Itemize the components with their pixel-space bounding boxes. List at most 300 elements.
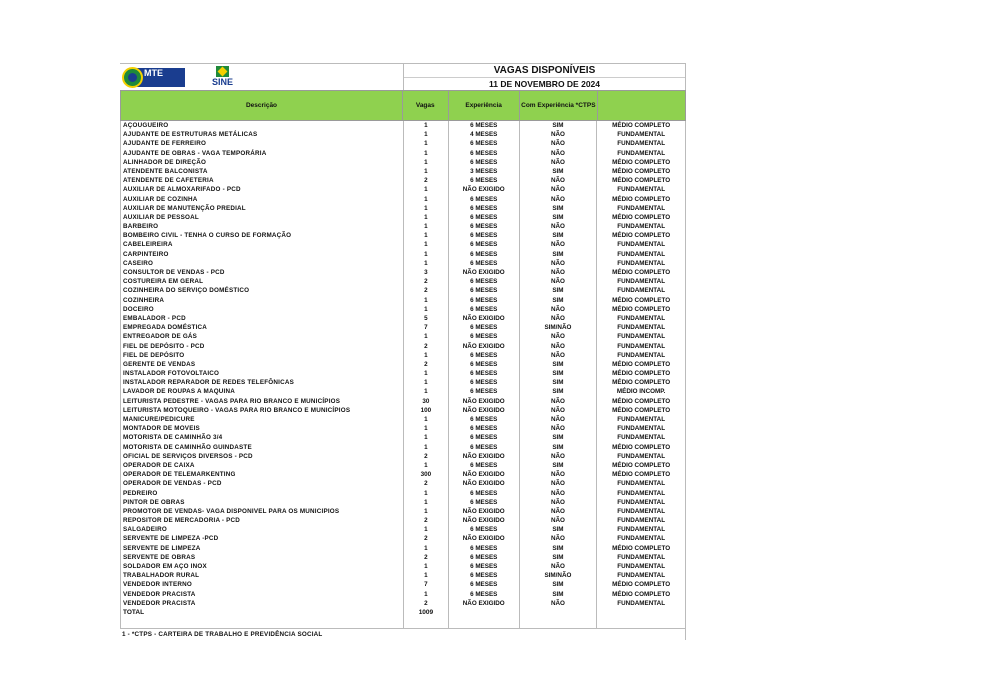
row-description: COSTUREIRA EM GERAL <box>121 277 404 286</box>
column-header-experience: Experiência <box>449 91 520 120</box>
table-row <box>120 406 686 415</box>
row-description: VENDEDOR PRACISTA <box>121 599 404 608</box>
row-ctps: NÃO <box>520 185 598 194</box>
row-education: FUNDAMENTAL <box>617 507 666 515</box>
row-education: FUNDAMENTAL <box>617 563 666 570</box>
table-row <box>120 544 686 553</box>
row-education: MÉDIO COMPLETO <box>612 167 671 175</box>
row-education: MÉDIO COMPLETO <box>612 360 671 368</box>
row-ctps: NÃO <box>520 470 598 479</box>
row-description: OPERADOR DE TELEMARKENTING <box>121 470 404 479</box>
row-experience: 6 MESES <box>449 286 520 295</box>
row-experience: NÃO EXIGIDO <box>449 599 520 608</box>
row-education: MÉDIO COMPLETO <box>612 305 671 313</box>
row-ctps: SIM <box>520 544 598 553</box>
row-vacancies: 1 <box>404 387 449 396</box>
table-row <box>120 516 686 525</box>
row-ctps: NÃO <box>520 507 598 516</box>
row-ctps: NÃO <box>520 268 598 277</box>
row-vacancies: 1 <box>404 562 449 571</box>
row-ctps: SIM <box>520 580 598 589</box>
table-row <box>120 351 686 360</box>
row-education: FUNDAMENTAL <box>617 204 666 212</box>
row-description: COZINHEIRA DO SERVIÇO DOMÉSTICO <box>121 286 404 295</box>
table-row <box>120 387 686 396</box>
row-description: MOTORISTA DE CAMINHÃO GUINDASTE <box>121 443 404 452</box>
row-experience: 6 MESES <box>449 204 520 213</box>
row-ctps: NÃO <box>520 562 598 571</box>
row-vacancies: 2 <box>404 553 449 562</box>
row-education: MÉDIO COMPLETO <box>612 379 671 387</box>
row-description: COZINHEIRA <box>121 296 404 305</box>
table-row <box>120 314 686 323</box>
row-vacancies: 7 <box>404 580 449 589</box>
row-description: AJUDANTE DE OBRAS - VAGA TEMPORÁRIA <box>121 149 404 158</box>
row-vacancies: 1 <box>404 461 449 470</box>
row-education: FUNDAMENTAL <box>617 452 666 460</box>
row-experience: 6 MESES <box>449 525 520 534</box>
row-experience: 6 MESES <box>449 305 520 314</box>
row-ctps: NÃO <box>520 599 598 608</box>
table-row <box>120 121 686 130</box>
row-description: VENDEDOR INTERNO <box>121 580 404 589</box>
table-row <box>120 470 686 479</box>
table-row <box>120 149 686 158</box>
table-row <box>120 534 686 543</box>
table-row <box>120 590 686 599</box>
row-vacancies: 1 <box>404 525 449 534</box>
table-row <box>120 378 686 387</box>
table-row <box>120 268 686 277</box>
row-education: FUNDAMENTAL <box>617 498 666 506</box>
row-education: FUNDAMENTAL <box>617 241 666 249</box>
table-row <box>120 305 686 314</box>
row-vacancies: 1 <box>404 204 449 213</box>
row-experience: 6 MESES <box>449 250 520 259</box>
row-vacancies: 1 <box>404 415 449 424</box>
table-row <box>120 415 686 424</box>
row-education: FUNDAMENTAL <box>617 149 666 157</box>
row-experience: 6 MESES <box>449 415 520 424</box>
row-ctps: SIM <box>520 167 598 176</box>
row-ctps: NÃO <box>520 139 598 148</box>
row-description: TRABALHADOR RURAL <box>121 571 404 580</box>
table-row <box>120 461 686 470</box>
row-experience: 6 MESES <box>449 351 520 360</box>
table-row <box>120 176 686 185</box>
table-row <box>120 443 686 452</box>
row-description: OPERADOR DE CAIXA <box>121 461 404 470</box>
row-education: FUNDAMENTAL <box>617 140 666 148</box>
row-description: SERVENTE DE LIMPEZA <box>121 544 404 553</box>
row-ctps: NÃO <box>520 222 598 231</box>
row-description: AJUDANTE DE FERREIRO <box>121 139 404 148</box>
row-description: AUXILIAR DE PESSOAL <box>121 213 404 222</box>
row-vacancies: 2 <box>404 342 449 351</box>
table-row <box>120 185 686 194</box>
row-description: LEITURISTA PEDESTRE - VAGAS PARA RIO BRANCO E MUNICÍPIOS <box>121 397 404 406</box>
table-row <box>120 259 686 268</box>
row-description: CASEIRO <box>121 259 404 268</box>
table-row <box>120 498 686 507</box>
table-row <box>120 277 686 286</box>
row-education: MÉDIO COMPLETO <box>612 544 671 552</box>
row-vacancies: 30 <box>404 397 449 406</box>
page-title: VAGAS DISPONÍVEIS <box>404 64 685 78</box>
row-experience: 6 MESES <box>449 562 520 571</box>
table-row <box>120 250 686 259</box>
row-ctps: NÃO <box>520 314 598 323</box>
row-ctps: NÃO <box>520 158 598 167</box>
row-vacancies: 100 <box>404 406 449 415</box>
row-description: FIEL DE DEPÓSITO <box>121 351 404 360</box>
row-description: ALINHADOR DE DIREÇÃO <box>121 158 404 167</box>
row-education: MÉDIO COMPLETO <box>612 370 671 378</box>
table-row <box>120 397 686 406</box>
row-vacancies: 5 <box>404 314 449 323</box>
row-education: FUNDAMENTAL <box>617 223 666 231</box>
table-row <box>120 167 686 176</box>
row-description: AJUDANTE DE ESTRUTURAS METÁLICAS <box>121 130 404 139</box>
row-ctps: NÃO <box>520 452 598 461</box>
row-education: MÉDIO COMPLETO <box>612 406 671 414</box>
row-education: MÉDIO COMPLETO <box>612 158 671 166</box>
table-row <box>120 599 686 608</box>
table-row <box>120 424 686 433</box>
row-ctps: SIM/NÃO <box>520 571 598 580</box>
row-ctps: SIM <box>520 433 598 442</box>
row-ctps: NÃO <box>520 498 598 507</box>
row-ctps: SIM <box>520 378 598 387</box>
row-ctps: SIM <box>520 296 598 305</box>
table-row <box>120 231 686 240</box>
row-experience: 6 MESES <box>449 424 520 433</box>
row-description: SERVENTE DE OBRAS <box>121 553 404 562</box>
row-education: MÉDIO INCOMP. <box>616 388 666 396</box>
row-ctps: SIM <box>520 553 598 562</box>
row-vacancies: 1 <box>404 305 449 314</box>
row-experience: 6 MESES <box>449 296 520 305</box>
row-education: FUNDAMENTAL <box>617 287 666 295</box>
row-experience: 6 MESES <box>449 149 520 158</box>
row-description: VENDEDOR PRACISTA <box>121 590 404 599</box>
row-vacancies: 1 <box>404 231 449 240</box>
row-vacancies: 1 <box>404 424 449 433</box>
row-ctps: SIM <box>520 213 598 222</box>
table-row <box>120 332 686 341</box>
row-education: FUNDAMENTAL <box>617 186 666 194</box>
row-ctps: NÃO <box>520 176 598 185</box>
title-block <box>403 63 686 90</box>
row-experience: 6 MESES <box>449 231 520 240</box>
row-ctps: NÃO <box>520 277 598 286</box>
row-vacancies: 2 <box>404 277 449 286</box>
row-education: FUNDAMENTAL <box>617 535 666 543</box>
row-description: CARPINTEIRO <box>121 250 404 259</box>
row-experience: NÃO EXIGIDO <box>449 406 520 415</box>
table-row <box>120 139 686 148</box>
row-vacancies: 1 <box>404 195 449 204</box>
row-description: PROMOTOR DE VENDAS- VAGA DISPONIVEL PARA OS MUNICIPIOS <box>121 507 404 516</box>
row-ctps: SIM <box>520 286 598 295</box>
row-education: MÉDIO COMPLETO <box>612 195 671 203</box>
row-vacancies: 2 <box>404 516 449 525</box>
row-vacancies: 1 <box>404 158 449 167</box>
row-education: MÉDIO COMPLETO <box>612 122 671 129</box>
row-vacancies: 1 <box>404 259 449 268</box>
row-education: FUNDAMENTAL <box>617 425 666 433</box>
row-description: BOMBEIRO CIVIL - TENHA O CURSO DE FORMAÇÃO <box>121 231 404 240</box>
row-experience: 6 MESES <box>449 571 520 580</box>
row-experience: 6 MESES <box>449 378 520 387</box>
row-description: EMPREGADA DOMÉSTICA <box>121 323 404 332</box>
row-vacancies: 2 <box>404 176 449 185</box>
row-vacancies: 1 <box>404 121 449 130</box>
row-experience: 6 MESES <box>449 544 520 553</box>
table-row <box>120 562 686 571</box>
row-experience: 6 MESES <box>449 590 520 599</box>
row-ctps: NÃO <box>520 397 598 406</box>
row-experience: NÃO EXIGIDO <box>449 516 520 525</box>
row-description: SERVENTE DE LIMPEZA -PCD <box>121 534 404 543</box>
row-vacancies: 1 <box>404 378 449 387</box>
table-row <box>120 342 686 351</box>
row-experience: NÃO EXIGIDO <box>449 397 520 406</box>
table-row <box>120 580 686 589</box>
row-experience: 6 MESES <box>449 195 520 204</box>
column-header-ctps: Com Experiência *CTPS <box>520 91 598 120</box>
sine-logo-text: SINE <box>212 77 234 87</box>
row-ctps: NÃO <box>520 415 598 424</box>
row-description: REPOSITOR DE MERCADORIA - PCD <box>121 516 404 525</box>
row-ctps: SIM <box>520 525 598 534</box>
row-experience: 6 MESES <box>449 222 520 231</box>
table-row <box>120 433 686 442</box>
row-ctps: NÃO <box>520 259 598 268</box>
row-experience: 6 MESES <box>449 158 520 167</box>
row-vacancies: 1 <box>404 571 449 580</box>
row-description: INSTALADOR FOTOVOLTAICO <box>121 369 404 378</box>
row-education: FUNDAMENTAL <box>617 342 666 350</box>
row-description: INSTALADOR REPARADOR DE REDES TELEFÔNICAS <box>121 378 404 387</box>
sine-logo <box>212 66 242 90</box>
row-description: EMBALADOR - PCD <box>121 314 404 323</box>
row-ctps: NÃO <box>520 130 598 139</box>
row-description: SALGADEIRO <box>121 525 404 534</box>
table-row <box>120 204 686 213</box>
row-vacancies: 1 <box>404 590 449 599</box>
row-description: LAVADOR DE ROUPAS A MAQUINA <box>121 387 404 396</box>
row-education: FUNDAMENTAL <box>617 314 666 322</box>
mte-logo-text: MTE <box>144 68 163 78</box>
row-description: OFICIAL DE SERVIÇOS DIVERSOS - PCD <box>121 452 404 461</box>
row-experience: 6 MESES <box>449 360 520 369</box>
row-experience: 6 MESES <box>449 240 520 249</box>
row-vacancies: 2 <box>404 452 449 461</box>
column-header-description: Descrição <box>121 91 403 120</box>
row-experience: NÃO EXIGIDO <box>449 342 520 351</box>
row-experience: NÃO EXIGIDO <box>449 452 520 461</box>
table-row <box>120 553 686 562</box>
row-vacancies: 1 <box>404 498 449 507</box>
row-vacancies: 1 <box>404 167 449 176</box>
row-ctps: NÃO <box>520 479 598 488</box>
row-description: GERENTE DE VENDAS <box>121 360 404 369</box>
row-experience: 6 MESES <box>449 498 520 507</box>
row-ctps: SIM <box>520 121 598 130</box>
row-experience: 6 MESES <box>449 332 520 341</box>
row-ctps: NÃO <box>520 534 598 543</box>
row-vacancies: 2 <box>404 360 449 369</box>
row-education: FUNDAMENTAL <box>617 278 666 286</box>
table-header <box>120 90 686 121</box>
row-description: BARBEIRO <box>121 222 404 231</box>
row-description: FIEL DE DEPÓSITO - PCD <box>121 342 404 351</box>
row-education: MÉDIO COMPLETO <box>612 296 671 304</box>
row-experience: NÃO EXIGIDO <box>449 185 520 194</box>
row-experience: 6 MESES <box>449 259 520 268</box>
row-experience: 6 MESES <box>449 323 520 332</box>
row-description: PEDREIRO <box>121 489 404 498</box>
table-row <box>120 507 686 516</box>
row-description: AUXILIAR DE COZINHA <box>121 195 404 204</box>
row-ctps: SIM <box>520 369 598 378</box>
table-row <box>120 360 686 369</box>
row-vacancies: 1 <box>404 544 449 553</box>
table-row <box>120 195 686 204</box>
row-education: FUNDAMENTAL <box>617 333 666 341</box>
row-education: FUNDAMENTAL <box>617 416 666 423</box>
row-education: FUNDAMENTAL <box>617 489 666 497</box>
table-row <box>120 479 686 488</box>
spacer-row <box>120 618 686 629</box>
row-ctps: NÃO <box>520 516 598 525</box>
row-vacancies: 1 <box>404 149 449 158</box>
logo-area <box>120 63 403 91</box>
row-vacancies: 1 <box>404 433 449 442</box>
row-description: ATENDENTE BALCONISTA <box>121 167 404 176</box>
row-education: FUNDAMENTAL <box>617 572 666 580</box>
row-experience: 6 MESES <box>449 553 520 562</box>
row-ctps: NÃO <box>520 351 598 360</box>
row-ctps: SIM <box>520 443 598 452</box>
table-row <box>120 286 686 295</box>
row-education: FUNDAMENTAL <box>617 131 666 139</box>
total-row <box>120 608 686 618</box>
row-vacancies: 7 <box>404 323 449 332</box>
row-education: FUNDAMENTAL <box>617 324 666 332</box>
table-row <box>120 222 686 231</box>
row-education: MÉDIO COMPLETO <box>612 590 671 598</box>
row-experience: 6 MESES <box>449 580 520 589</box>
row-experience: NÃO EXIGIDO <box>449 268 520 277</box>
row-experience: 6 MESES <box>449 139 520 148</box>
row-experience: 6 MESES <box>449 461 520 470</box>
row-vacancies: 1 <box>404 130 449 139</box>
table-row <box>120 130 686 139</box>
total-label: TOTAL <box>121 608 404 618</box>
row-experience: 6 MESES <box>449 433 520 442</box>
row-description: ATENDENTE DE CAFETERIA <box>121 176 404 185</box>
table-row <box>120 213 686 222</box>
row-vacancies: 300 <box>404 470 449 479</box>
row-vacancies: 1 <box>404 185 449 194</box>
row-ctps: NÃO <box>520 149 598 158</box>
row-experience: NÃO EXIGIDO <box>449 470 520 479</box>
row-education: MÉDIO COMPLETO <box>612 397 671 405</box>
row-experience: NÃO EXIGIDO <box>449 314 520 323</box>
footnote: 1 - *CTPS - CARTEIRA DE TRABALHO E PREVIDÊNCIA SOCIAL <box>120 629 686 640</box>
row-description: AÇOUGUEIRO <box>121 121 404 130</box>
total-value: 1009 <box>404 608 449 618</box>
row-ctps: NÃO <box>520 342 598 351</box>
row-description: DOCEIRO <box>121 305 404 314</box>
row-ctps: SIM <box>520 250 598 259</box>
sheet-header <box>120 63 686 90</box>
table-row <box>120 571 686 580</box>
table-row <box>120 369 686 378</box>
table-row <box>120 240 686 249</box>
row-experience: 6 MESES <box>449 176 520 185</box>
row-education: MÉDIO COMPLETO <box>612 443 671 451</box>
row-education: MÉDIO COMPLETO <box>612 177 671 185</box>
row-education: MÉDIO COMPLETO <box>612 471 671 479</box>
row-education: MÉDIO COMPLETO <box>612 461 671 469</box>
row-vacancies: 1 <box>404 507 449 516</box>
table-row <box>120 323 686 332</box>
row-education: FUNDAMENTAL <box>617 599 666 607</box>
row-vacancies: 1 <box>404 369 449 378</box>
row-experience: NÃO EXIGIDO <box>449 507 520 516</box>
page-date: 11 DE NOVEMBRO DE 2024 <box>488 79 600 89</box>
row-description: SOLDADOR EM AÇO INOX <box>121 562 404 571</box>
row-ctps: NÃO <box>520 240 598 249</box>
row-education: FUNDAMENTAL <box>617 434 666 442</box>
brazil-flag-icon <box>216 66 229 77</box>
row-experience: 6 MESES <box>449 489 520 498</box>
row-experience: 6 MESES <box>449 277 520 286</box>
table-row <box>120 452 686 461</box>
row-education: MÉDIO COMPLETO <box>612 581 671 589</box>
row-vacancies: 1 <box>404 250 449 259</box>
row-description: PINTOR DE OBRAS <box>121 498 404 507</box>
row-education: FUNDAMENTAL <box>617 351 666 359</box>
row-experience: 6 MESES <box>449 213 520 222</box>
row-education: FUNDAMENTAL <box>617 250 666 258</box>
row-education: MÉDIO COMPLETO <box>612 213 671 221</box>
row-ctps: SIM/NÃO <box>520 323 598 332</box>
row-vacancies: 3 <box>404 268 449 277</box>
row-experience: 4 MESES <box>449 130 520 139</box>
row-ctps: SIM <box>520 590 598 599</box>
row-experience: 3 MESES <box>449 167 520 176</box>
row-ctps: NÃO <box>520 305 598 314</box>
row-ctps: SIM <box>520 360 598 369</box>
row-description: OPERADOR DE VENDAS - PCD <box>121 479 404 488</box>
row-description: MOTORISTA DE CAMINHÃO 3/4 <box>121 433 404 442</box>
row-ctps: NÃO <box>520 406 598 415</box>
row-vacancies: 2 <box>404 286 449 295</box>
row-experience: NÃO EXIGIDO <box>449 534 520 543</box>
row-experience: 6 MESES <box>449 443 520 452</box>
row-ctps: SIM <box>520 231 598 240</box>
row-vacancies: 1 <box>404 332 449 341</box>
row-ctps: NÃO <box>520 195 598 204</box>
row-ctps: NÃO <box>520 424 598 433</box>
table-body <box>120 121 686 608</box>
table-row <box>120 296 686 305</box>
row-vacancies: 1 <box>404 213 449 222</box>
